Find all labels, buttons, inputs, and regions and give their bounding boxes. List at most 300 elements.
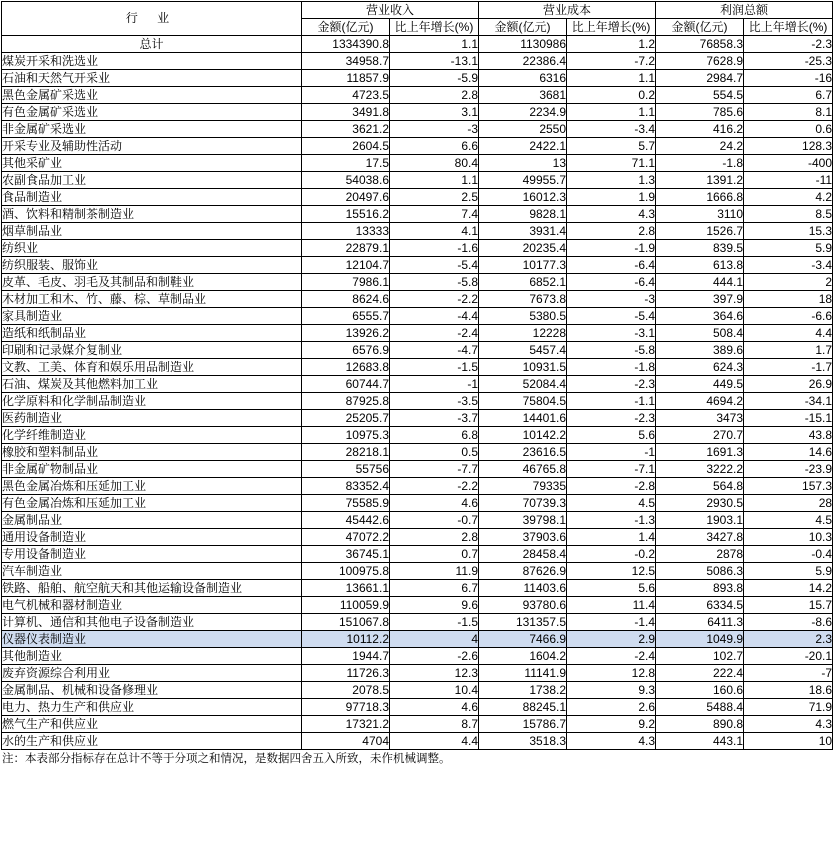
row-revenue-amount: 25205.7 — [302, 410, 390, 427]
row-cost-growth: -5.8 — [567, 342, 656, 359]
table-row[interactable] — [2, 631, 833, 648]
row-profit-amount: 160.6 — [656, 682, 744, 699]
row-profit-growth: -1.7 — [744, 359, 833, 376]
row-profit-growth: -20.1 — [744, 648, 833, 665]
table-row[interactable] — [2, 512, 833, 529]
row-revenue-amount: 110059.9 — [302, 597, 390, 614]
row-cost-amount: 70739.3 — [479, 495, 567, 512]
row-cost-amount: 75804.5 — [479, 393, 567, 410]
row-revenue-amount: 97718.3 — [302, 699, 390, 716]
table-row[interactable] — [2, 325, 833, 342]
row-revenue-amount: 7986.1 — [302, 274, 390, 291]
row-industry-name: 总计 — [2, 36, 302, 53]
row-industry-name: 家具制造业 — [2, 308, 302, 325]
row-profit-growth: -2.3 — [744, 36, 833, 53]
statistics-table-page — [0, 1, 833, 848]
row-revenue-growth: -1.5 — [390, 614, 479, 631]
row-profit-amount: 102.7 — [656, 648, 744, 665]
row-cost-amount: 10142.2 — [479, 427, 567, 444]
row-revenue-growth: 9.6 — [390, 597, 479, 614]
row-cost-amount: 88245.1 — [479, 699, 567, 716]
row-industry-name: 石油和天然气开采业 — [2, 70, 302, 87]
row-cost-amount: 10931.5 — [479, 359, 567, 376]
row-revenue-growth: -3.7 — [390, 410, 479, 427]
row-revenue-amount: 47072.2 — [302, 529, 390, 546]
table-body — [2, 36, 833, 750]
header-revenue-growth: 比上年增长(%) — [390, 19, 479, 36]
row-revenue-amount: 8624.6 — [302, 291, 390, 308]
row-cost-growth: 2.9 — [567, 631, 656, 648]
row-cost-amount: 3931.4 — [479, 223, 567, 240]
table-row[interactable] — [2, 53, 833, 70]
row-revenue-amount: 22879.1 — [302, 240, 390, 257]
table-row[interactable] — [2, 478, 833, 495]
row-profit-growth: -34.1 — [744, 393, 833, 410]
row-revenue-growth: 4.1 — [390, 223, 479, 240]
row-revenue-amount: 12104.7 — [302, 257, 390, 274]
row-revenue-amount: 45442.6 — [302, 512, 390, 529]
row-cost-growth: 5.6 — [567, 580, 656, 597]
row-revenue-amount: 15516.2 — [302, 206, 390, 223]
row-revenue-amount: 6576.9 — [302, 342, 390, 359]
row-revenue-amount: 13661.1 — [302, 580, 390, 597]
row-cost-growth: -3.1 — [567, 325, 656, 342]
row-cost-amount: 5380.5 — [479, 308, 567, 325]
row-cost-amount: 87626.9 — [479, 563, 567, 580]
row-industry-name: 废弃资源综合利用业 — [2, 665, 302, 682]
row-revenue-amount: 100975.8 — [302, 563, 390, 580]
row-profit-amount: 24.2 — [656, 138, 744, 155]
row-cost-growth: -1.8 — [567, 359, 656, 376]
row-industry-name: 文教、工美、体育和娱乐用品制造业 — [2, 359, 302, 376]
row-industry-name: 汽车制造业 — [2, 563, 302, 580]
row-cost-growth: 12.8 — [567, 665, 656, 682]
row-industry-name: 电力、热力生产和供应业 — [2, 699, 302, 716]
row-industry-name: 非金属矿物制品业 — [2, 461, 302, 478]
row-revenue-growth: 4.4 — [390, 733, 479, 750]
row-industry-name: 造纸和纸制品业 — [2, 325, 302, 342]
row-profit-amount: 449.5 — [656, 376, 744, 393]
row-revenue-amount: 151067.8 — [302, 614, 390, 631]
table-row[interactable] — [2, 376, 833, 393]
row-revenue-growth: 10.4 — [390, 682, 479, 699]
row-profit-growth: 10 — [744, 733, 833, 750]
table-row[interactable] — [2, 121, 833, 138]
row-profit-growth: 71.9 — [744, 699, 833, 716]
row-profit-amount: 893.8 — [656, 580, 744, 597]
industry-financials-table — [1, 1, 833, 750]
row-cost-growth: 4.3 — [567, 733, 656, 750]
row-cost-growth: 1.1 — [567, 70, 656, 87]
row-cost-amount: 1130986 — [479, 36, 567, 53]
row-industry-name: 农副食品加工业 — [2, 172, 302, 189]
table-row[interactable] — [2, 359, 833, 376]
table-row[interactable] — [2, 240, 833, 257]
row-profit-growth: -11 — [744, 172, 833, 189]
row-revenue-amount: 28218.1 — [302, 444, 390, 461]
row-cost-growth: -6.4 — [567, 274, 656, 291]
row-profit-growth: 15.3 — [744, 223, 833, 240]
row-revenue-growth: 0.5 — [390, 444, 479, 461]
row-revenue-growth: -5.8 — [390, 274, 479, 291]
table-row[interactable] — [2, 614, 833, 631]
row-profit-growth: 14.6 — [744, 444, 833, 461]
row-profit-amount: 1049.9 — [656, 631, 744, 648]
row-industry-name: 黑色金属冶炼和压延加工业 — [2, 478, 302, 495]
row-cost-amount: 3681 — [479, 87, 567, 104]
row-profit-amount: 270.7 — [656, 427, 744, 444]
row-profit-growth: 26.9 — [744, 376, 833, 393]
row-revenue-growth: -0.7 — [390, 512, 479, 529]
row-profit-growth: 43.8 — [744, 427, 833, 444]
row-cost-growth: -6.4 — [567, 257, 656, 274]
row-cost-amount: 23616.5 — [479, 444, 567, 461]
row-cost-amount: 6852.1 — [479, 274, 567, 291]
row-industry-name: 计算机、通信和其他电子设备制造业 — [2, 614, 302, 631]
row-cost-amount: 16012.3 — [479, 189, 567, 206]
row-revenue-amount: 2078.5 — [302, 682, 390, 699]
row-revenue-amount: 17.5 — [302, 155, 390, 172]
row-cost-amount: 11141.9 — [479, 665, 567, 682]
table-row[interactable] — [2, 444, 833, 461]
row-revenue-amount: 20497.6 — [302, 189, 390, 206]
row-profit-growth: 5.9 — [744, 240, 833, 257]
header-group-row — [2, 2, 833, 19]
row-cost-amount: 93780.6 — [479, 597, 567, 614]
row-profit-amount: 397.9 — [656, 291, 744, 308]
table-row[interactable] — [2, 699, 833, 716]
header-group-profit: 利润总额 — [656, 2, 833, 19]
row-cost-amount: 14401.6 — [479, 410, 567, 427]
row-cost-growth: -2.8 — [567, 478, 656, 495]
row-industry-name: 化学原料和化学制品制造业 — [2, 393, 302, 410]
header-profit-growth: 比上年增长(%) — [744, 19, 833, 36]
row-cost-growth: 0.2 — [567, 87, 656, 104]
table-row[interactable] — [2, 291, 833, 308]
row-revenue-growth: -4.4 — [390, 308, 479, 325]
row-revenue-amount: 13333 — [302, 223, 390, 240]
row-revenue-amount: 12683.8 — [302, 359, 390, 376]
row-revenue-growth: -5.4 — [390, 257, 479, 274]
table-row[interactable] — [2, 104, 833, 121]
row-revenue-growth: -4.7 — [390, 342, 479, 359]
table-row[interactable] — [2, 155, 833, 172]
row-cost-amount: 1738.2 — [479, 682, 567, 699]
row-profit-growth: 18 — [744, 291, 833, 308]
row-profit-growth: 15.7 — [744, 597, 833, 614]
row-profit-growth: 8.1 — [744, 104, 833, 121]
row-revenue-amount: 10975.3 — [302, 427, 390, 444]
row-revenue-amount: 13926.2 — [302, 325, 390, 342]
row-cost-growth: -1.3 — [567, 512, 656, 529]
row-industry-name: 医药制造业 — [2, 410, 302, 427]
row-profit-growth: -25.3 — [744, 53, 833, 70]
table-note: 注：本表部分指标存在总计不等于分项之和情况，是数据四舍五入所致，未作机械调整。 — [2, 753, 451, 765]
row-profit-growth: 128.3 — [744, 138, 833, 155]
row-cost-amount: 13 — [479, 155, 567, 172]
row-revenue-amount: 11857.9 — [302, 70, 390, 87]
row-profit-amount: 839.5 — [656, 240, 744, 257]
row-profit-amount: 2878 — [656, 546, 744, 563]
row-cost-growth: 1.4 — [567, 529, 656, 546]
row-revenue-amount: 75585.9 — [302, 495, 390, 512]
row-profit-amount: -1.8 — [656, 155, 744, 172]
row-cost-amount: 2422.1 — [479, 138, 567, 155]
table-row[interactable] — [2, 665, 833, 682]
row-cost-growth: 2.6 — [567, 699, 656, 716]
row-cost-amount: 10177.3 — [479, 257, 567, 274]
row-revenue-growth: 3.1 — [390, 104, 479, 121]
row-cost-amount: 11403.6 — [479, 580, 567, 597]
row-profit-amount: 1666.8 — [656, 189, 744, 206]
row-revenue-growth: 2.5 — [390, 189, 479, 206]
header-group-cost: 营业成本 — [479, 2, 656, 19]
row-profit-amount: 5086.3 — [656, 563, 744, 580]
row-profit-amount: 3473 — [656, 410, 744, 427]
row-revenue-growth: 7.4 — [390, 206, 479, 223]
row-cost-amount: 39798.1 — [479, 512, 567, 529]
table-row[interactable] — [2, 87, 833, 104]
row-profit-growth: -3.4 — [744, 257, 833, 274]
row-cost-growth: 1.2 — [567, 36, 656, 53]
row-revenue-amount: 2604.5 — [302, 138, 390, 155]
row-cost-growth: 9.2 — [567, 716, 656, 733]
row-industry-name: 化学纤维制造业 — [2, 427, 302, 444]
row-cost-growth: -2.3 — [567, 410, 656, 427]
row-cost-growth: -5.4 — [567, 308, 656, 325]
row-cost-growth: 71.1 — [567, 155, 656, 172]
row-profit-amount: 3110 — [656, 206, 744, 223]
row-revenue-amount: 54038.6 — [302, 172, 390, 189]
row-industry-name: 水的生产和供应业 — [2, 733, 302, 750]
row-revenue-amount: 60744.7 — [302, 376, 390, 393]
table-row[interactable] — [2, 733, 833, 750]
header-profit-amount: 金额(亿元) — [656, 19, 744, 36]
row-profit-growth: -8.6 — [744, 614, 833, 631]
row-profit-growth: -23.9 — [744, 461, 833, 478]
row-profit-growth: 2 — [744, 274, 833, 291]
table-row[interactable] — [2, 546, 833, 563]
row-profit-growth: -15.1 — [744, 410, 833, 427]
row-revenue-amount: 6555.7 — [302, 308, 390, 325]
row-profit-amount: 508.4 — [656, 325, 744, 342]
row-revenue-growth: -5.9 — [390, 70, 479, 87]
row-profit-growth: -7 — [744, 665, 833, 682]
row-revenue-growth: 2.8 — [390, 529, 479, 546]
row-profit-growth: -6.6 — [744, 308, 833, 325]
table-row[interactable] — [2, 597, 833, 614]
row-cost-growth: -1.1 — [567, 393, 656, 410]
row-revenue-amount: 11726.3 — [302, 665, 390, 682]
row-revenue-growth: -1 — [390, 376, 479, 393]
row-profit-amount: 1526.7 — [656, 223, 744, 240]
row-cost-growth: -1.9 — [567, 240, 656, 257]
row-industry-name: 石油、煤炭及其他燃料加工业 — [2, 376, 302, 393]
row-cost-amount: 52084.4 — [479, 376, 567, 393]
row-cost-growth: 11.4 — [567, 597, 656, 614]
row-revenue-amount: 17321.2 — [302, 716, 390, 733]
row-revenue-amount: 3491.8 — [302, 104, 390, 121]
row-cost-amount: 28458.4 — [479, 546, 567, 563]
row-profit-growth: -16 — [744, 70, 833, 87]
row-profit-growth: 4.4 — [744, 325, 833, 342]
table-row[interactable] — [2, 308, 833, 325]
row-profit-amount: 443.1 — [656, 733, 744, 750]
row-profit-amount: 613.8 — [656, 257, 744, 274]
row-cost-amount: 131357.5 — [479, 614, 567, 631]
row-industry-name: 煤炭开采和洗选业 — [2, 53, 302, 70]
row-revenue-growth: 8.7 — [390, 716, 479, 733]
row-profit-amount: 389.6 — [656, 342, 744, 359]
row-cost-amount: 2234.9 — [479, 104, 567, 121]
table-row[interactable] — [2, 172, 833, 189]
table-row[interactable] — [2, 274, 833, 291]
row-revenue-growth: -2.4 — [390, 325, 479, 342]
table-row[interactable] — [2, 223, 833, 240]
table-row[interactable] — [2, 206, 833, 223]
row-profit-growth: 6.7 — [744, 87, 833, 104]
row-revenue-growth: -2.6 — [390, 648, 479, 665]
row-profit-amount: 785.6 — [656, 104, 744, 121]
row-industry-name: 木材加工和木、竹、藤、棕、草制品业 — [2, 291, 302, 308]
row-profit-growth: -400 — [744, 155, 833, 172]
header-industry: 行 业 — [2, 2, 302, 36]
row-cost-amount: 9828.1 — [479, 206, 567, 223]
row-revenue-growth: 2.8 — [390, 87, 479, 104]
row-revenue-amount: 83352.4 — [302, 478, 390, 495]
row-profit-growth: 10.3 — [744, 529, 833, 546]
row-industry-name: 非金属矿采选业 — [2, 121, 302, 138]
row-profit-growth: 2.3 — [744, 631, 833, 648]
table-row[interactable] — [2, 682, 833, 699]
table-row[interactable] — [2, 427, 833, 444]
table-row[interactable] — [2, 138, 833, 155]
row-industry-name: 黑色金属矿采选业 — [2, 87, 302, 104]
row-cost-growth: -7.1 — [567, 461, 656, 478]
row-profit-growth: 1.7 — [744, 342, 833, 359]
row-profit-growth: 4.2 — [744, 189, 833, 206]
header-group-revenue: 营业收入 — [302, 2, 479, 19]
row-industry-name: 纺织业 — [2, 240, 302, 257]
row-cost-growth: 5.7 — [567, 138, 656, 155]
table-row[interactable] — [2, 189, 833, 206]
table-row[interactable] — [2, 36, 833, 53]
row-industry-name: 其他采矿业 — [2, 155, 302, 172]
row-revenue-growth: -13.1 — [390, 53, 479, 70]
table-row[interactable] — [2, 342, 833, 359]
row-profit-amount: 5488.4 — [656, 699, 744, 716]
row-revenue-growth: 4 — [390, 631, 479, 648]
row-profit-growth: 5.9 — [744, 563, 833, 580]
row-cost-amount: 46765.8 — [479, 461, 567, 478]
row-profit-amount: 416.2 — [656, 121, 744, 138]
row-profit-growth: 4.5 — [744, 512, 833, 529]
row-industry-name: 有色金属冶炼和压延加工业 — [2, 495, 302, 512]
table-row[interactable] — [2, 257, 833, 274]
row-profit-growth: 0.6 — [744, 121, 833, 138]
row-revenue-amount: 1334390.8 — [302, 36, 390, 53]
row-cost-amount: 15786.7 — [479, 716, 567, 733]
row-cost-amount: 1604.2 — [479, 648, 567, 665]
row-profit-amount: 2930.5 — [656, 495, 744, 512]
row-industry-name: 专用设备制造业 — [2, 546, 302, 563]
row-revenue-amount: 36745.1 — [302, 546, 390, 563]
row-profit-growth: 157.3 — [744, 478, 833, 495]
row-cost-growth: 1.3 — [567, 172, 656, 189]
row-cost-amount: 3518.3 — [479, 733, 567, 750]
row-revenue-growth: -1.6 — [390, 240, 479, 257]
row-industry-name: 有色金属矿采选业 — [2, 104, 302, 121]
row-profit-amount: 624.3 — [656, 359, 744, 376]
row-industry-name: 仪器仪表制造业 — [2, 631, 302, 648]
row-revenue-amount: 4704 — [302, 733, 390, 750]
row-cost-amount: 6316 — [479, 70, 567, 87]
row-revenue-growth: 4.6 — [390, 495, 479, 512]
table-row[interactable] — [2, 461, 833, 478]
row-revenue-amount: 4723.5 — [302, 87, 390, 104]
row-industry-name: 其他制造业 — [2, 648, 302, 665]
row-industry-name: 橡胶和塑料制品业 — [2, 444, 302, 461]
row-cost-growth: 12.5 — [567, 563, 656, 580]
table-row[interactable] — [2, 648, 833, 665]
row-profit-growth: 8.5 — [744, 206, 833, 223]
row-cost-growth: 9.3 — [567, 682, 656, 699]
row-industry-name: 酒、饮料和精制茶制造业 — [2, 206, 302, 223]
row-revenue-amount: 10112.2 — [302, 631, 390, 648]
row-revenue-growth: 6.6 — [390, 138, 479, 155]
row-cost-amount: 49955.7 — [479, 172, 567, 189]
row-industry-name: 金属制品业 — [2, 512, 302, 529]
row-industry-name: 通用设备制造业 — [2, 529, 302, 546]
row-revenue-growth: -3 — [390, 121, 479, 138]
row-industry-name: 纺织服装、服饰业 — [2, 257, 302, 274]
table-row[interactable] — [2, 410, 833, 427]
table-row[interactable] — [2, 580, 833, 597]
row-industry-name: 开采专业及辅助性活动 — [2, 138, 302, 155]
row-cost-amount: 79335 — [479, 478, 567, 495]
row-industry-name: 印刷和记录媒介复制业 — [2, 342, 302, 359]
table-row[interactable] — [2, 393, 833, 410]
row-cost-growth: 4.3 — [567, 206, 656, 223]
row-profit-amount: 6411.3 — [656, 614, 744, 631]
row-revenue-growth: 1.1 — [390, 36, 479, 53]
row-industry-name: 铁路、船舶、航空航天和其他运输设备制造业 — [2, 580, 302, 597]
table-row[interactable] — [2, 495, 833, 512]
row-profit-amount: 1903.1 — [656, 512, 744, 529]
row-revenue-growth: 11.9 — [390, 563, 479, 580]
row-profit-amount: 4694.2 — [656, 393, 744, 410]
row-revenue-amount: 87925.8 — [302, 393, 390, 410]
row-cost-amount: 2550 — [479, 121, 567, 138]
table-row[interactable] — [2, 70, 833, 87]
row-revenue-growth: 1.1 — [390, 172, 479, 189]
header-cost-growth: 比上年增长(%) — [567, 19, 656, 36]
row-profit-amount: 554.5 — [656, 87, 744, 104]
table-row[interactable] — [2, 563, 833, 580]
row-profit-amount: 1691.3 — [656, 444, 744, 461]
row-industry-name: 金属制品、机械和设备修理业 — [2, 682, 302, 699]
row-cost-growth: 1.1 — [567, 104, 656, 121]
row-cost-growth: -1 — [567, 444, 656, 461]
row-revenue-amount: 55756 — [302, 461, 390, 478]
table-row[interactable] — [2, 529, 833, 546]
row-cost-growth: 4.5 — [567, 495, 656, 512]
row-cost-growth: -7.2 — [567, 53, 656, 70]
row-cost-growth: 1.9 — [567, 189, 656, 206]
table-header — [2, 2, 833, 36]
row-revenue-growth: -2.2 — [390, 478, 479, 495]
table-row[interactable] — [2, 716, 833, 733]
